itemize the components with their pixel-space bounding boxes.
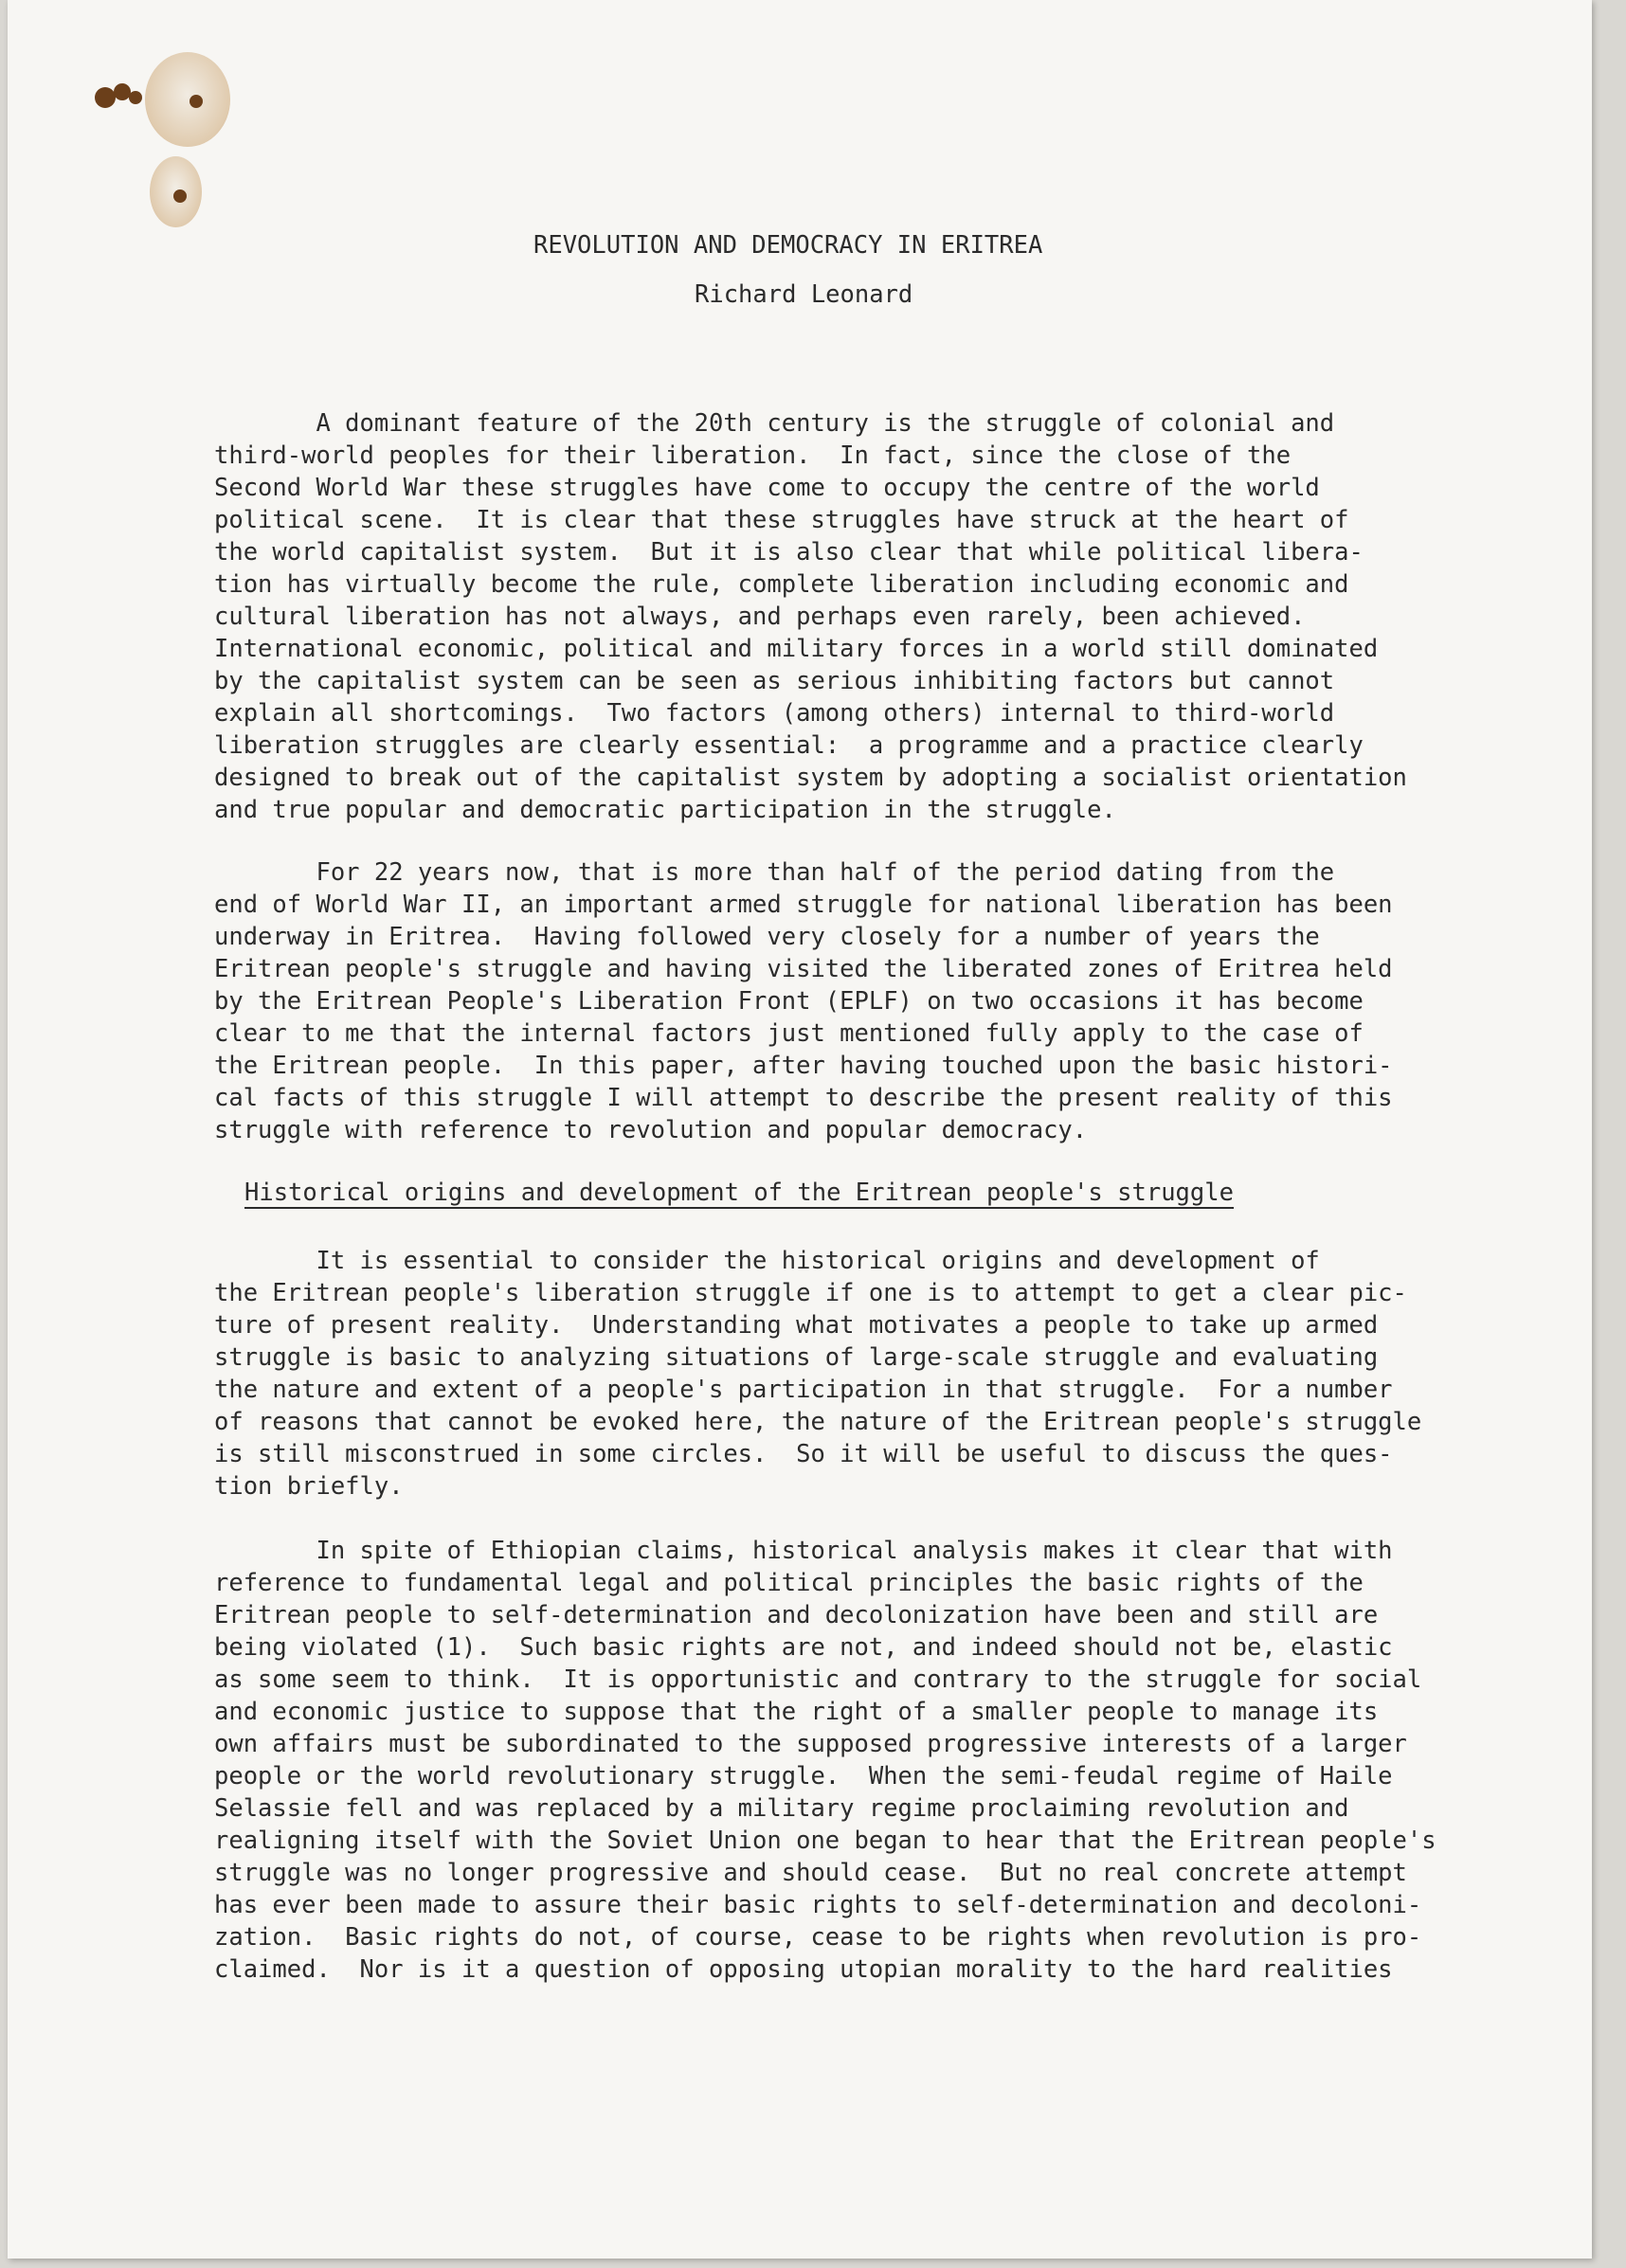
section-heading: Historical origins and development of the Eritrean people's struggle bbox=[244, 1179, 1234, 1207]
paragraph: It is essential to consider the historical origins and development of the Eritrean people's liberation struggle if one is to attempt to get a clear pic- ture of present reality. Understanding what motivates a people to take up armed struggle is basic to analyzing situations of large-scale struggle and evaluating the nature and extent of a people's participation in that struggle. For a number of reasons that cannot be evoked here, the nature of the Eritrean people's struggle is still misconstrued in some circles. So it will be useful to discuss the ques- tion briefly. bbox=[214, 1247, 1422, 1501]
stain-spot bbox=[173, 189, 187, 203]
paragraph: For 22 years now, that is more than half of the period dating from the end of World War II, an important armed struggle for national liberation has been underway in Eritrea. Having followed very closely for a number of years the Eritrean people's struggle and having visited the liberated zones of Eritrea held by the Eritrean People's Liberation Front (EPLF) on two occasions it has become clear to me that the internal factors just mentioned fully apply to the case of the Eritrean people. In this paper, after having touched upon the basic histori- cal facts of this struggle I will attempt to describe the present reality of this struggle with reference to revolution and popular democracy. bbox=[214, 858, 1393, 1144]
stain-spot bbox=[190, 95, 203, 108]
stain-spot bbox=[129, 91, 142, 104]
paragraph: A dominant feature of the 20th century is the struggle of colonial and third-world peoples for their liberation. In fact, since the close of the Second World War these struggles have come to occupy the centre of the world political scene. It is clear that these struggles have struck at the heart of the world capitalist system. But it is also clear that while political libera- tion has virtually become the rule, complete liberation including economic and cultural liberation has not always, and perhaps even rarely, been achieved. International economic, political and military forces in a world still dominated by the capitalist system can be seen as serious inhibiting factors but cannot explain all shortcomings. Two factors (among others) internal to third-world liberation struggles are clearly essential: a programme and a practice clearly designed to break out of the capitalist system by adopting a socialist orientation and true popular and democratic participation in the struggle. bbox=[214, 409, 1407, 824]
document-title: REVOLUTION AND DEMOCRACY IN ERITREA bbox=[533, 231, 1043, 260]
document-author: Richard Leonard bbox=[695, 280, 913, 309]
stain-spot bbox=[95, 87, 116, 108]
document-page bbox=[8, 0, 1592, 2259]
paragraph: In spite of Ethiopian claims, historical analysis makes it clear that with reference to fundamental legal and political principles the basic rights of the Eritrean people to self-determination and decolonization have been and still are being violated (1). Such basic rights are not, and indeed should not be, elastic as some seem to think. It is opportunistic and contrary to the struggle for social and economic justice to suppose that the right of a smaller people to manage its own affairs must be subordinated to the supposed progressive interests of a larger people or the world revolutionary struggle. When the semi-feudal regime of Haile Selassie fell and was replaced by a military regime proclaiming revolution and realigning itself with the Soviet Union one began to hear that the Eritrean people's struggle was no longer progressive and should cease. But no real concrete attempt has ever been made to assure their basic rights to self-determination and decoloni- zation. Basic rights do not, of course, cease to be rights when revolution is pro- claimed. Nor is it a question of opposing utopian morality to the hard realities bbox=[214, 1537, 1436, 1984]
stain-mark bbox=[145, 52, 230, 147]
